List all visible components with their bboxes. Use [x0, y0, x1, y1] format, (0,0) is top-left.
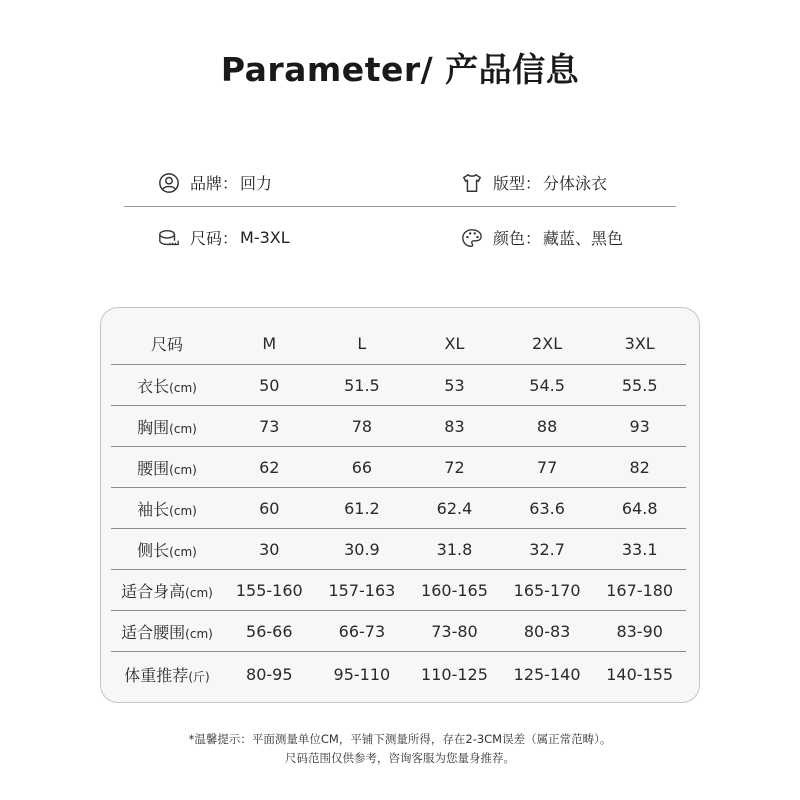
table-cell: 83: [408, 406, 501, 447]
table-row: [111, 488, 686, 529]
table-cell: 167-180: [593, 570, 686, 611]
table-cell: 31.8: [408, 529, 501, 570]
table-cell: 82: [593, 447, 686, 488]
table-cell: 55.5: [593, 365, 686, 406]
table-row: [111, 365, 686, 406]
brand-info: [158, 171, 272, 194]
tape-measure-icon: [158, 227, 180, 249]
table-cell: 83-90: [593, 611, 686, 652]
person-circle-icon: [158, 172, 180, 194]
table-header-row: [111, 322, 686, 365]
size-table: [111, 322, 686, 696]
note-line-2: 尺码范围仅供参考，咨询客服为您量身推荐。: [285, 751, 515, 765]
size-label: 尺码：: [190, 229, 239, 248]
row-label: 腰围(cm): [111, 447, 223, 488]
tshirt-icon: [461, 172, 483, 194]
table-row: [111, 611, 686, 652]
table-row: [111, 406, 686, 447]
table-cell: 88: [501, 406, 594, 447]
size-info: [158, 226, 290, 249]
table-cell: 165-170: [501, 570, 594, 611]
row-label: 衣长(cm): [111, 365, 223, 406]
table-row: [111, 447, 686, 488]
color-value: 藏蓝、黑色: [543, 229, 624, 248]
row-label: 适合身高(cm): [111, 570, 223, 611]
header-cell: M: [223, 322, 316, 365]
table-cell: 30: [223, 529, 316, 570]
table-cell: 62: [223, 447, 316, 488]
color-info: [461, 226, 623, 249]
info-divider: [124, 206, 676, 207]
table-cell: 160-165: [408, 570, 501, 611]
table-cell: 157-163: [316, 570, 409, 611]
row-label: 袖长(cm): [111, 488, 223, 529]
table-cell: 80-83: [501, 611, 594, 652]
table-cell: 80-95: [246, 664, 293, 684]
header-cell: XL: [408, 322, 501, 365]
table-cell: 50: [223, 365, 316, 406]
size-table-card: [100, 307, 700, 703]
table-cell: 72: [408, 447, 501, 488]
style-value: 分体泳衣: [543, 174, 608, 193]
table-cell: 125-140: [513, 664, 581, 684]
table-cell: 64.8: [593, 488, 686, 529]
table-cell: 140-155: [606, 664, 674, 684]
brand-label: 品牌：: [190, 174, 239, 193]
row-label: 胸围(cm): [111, 406, 223, 447]
style-label: 版型：: [493, 174, 542, 193]
header-cell: 2XL: [501, 322, 594, 365]
table-cell: 51.5: [316, 365, 409, 406]
table-cell: 60: [223, 488, 316, 529]
header-cell: L: [316, 322, 409, 365]
table-row: [111, 529, 686, 570]
table-cell: 32.7: [501, 529, 594, 570]
header-cell: 3XL: [593, 322, 686, 365]
row-label: 适合腰围(cm): [111, 611, 223, 652]
table-cell: 93: [593, 406, 686, 447]
table-cell: 63.6: [501, 488, 594, 529]
table-cell: 73-80: [408, 611, 501, 652]
header-cell: 尺码: [111, 322, 223, 365]
table-cell: 73: [223, 406, 316, 447]
table-cell: 78: [316, 406, 409, 447]
table-cell: 155-160: [223, 570, 316, 611]
table-cell: 53: [408, 365, 501, 406]
page-title: Parameter/ 产品信息: [220, 50, 580, 89]
table-cell: 33.1: [593, 529, 686, 570]
size-value: M-3XL: [240, 228, 290, 247]
table-cell: 30.9: [316, 529, 409, 570]
note-line-1: *温馨提示：平面测量单位CM，平铺下测量所得，存在2-3CM误差（属正常范畴）。: [188, 732, 612, 746]
row-label: 体重推荐(斤): [124, 665, 210, 685]
style-info: [461, 171, 607, 194]
row-label: 侧长(cm): [111, 529, 223, 570]
table-cell: 62.4: [408, 488, 501, 529]
table-cell: 54.5: [501, 365, 594, 406]
table-cell: 77: [501, 447, 594, 488]
color-label: 颜色：: [493, 229, 542, 248]
table-row: [111, 570, 686, 611]
table-row: [111, 652, 686, 697]
table-cell: 95-110: [333, 664, 391, 684]
table-cell: 56-66: [223, 611, 316, 652]
brand-value: 回力: [240, 174, 273, 193]
palette-icon: [461, 227, 483, 249]
table-cell: 61.2: [316, 488, 409, 529]
table-cell: 110-125: [421, 664, 488, 684]
table-cell: 66: [316, 447, 409, 488]
table-cell: 66-73: [316, 611, 409, 652]
